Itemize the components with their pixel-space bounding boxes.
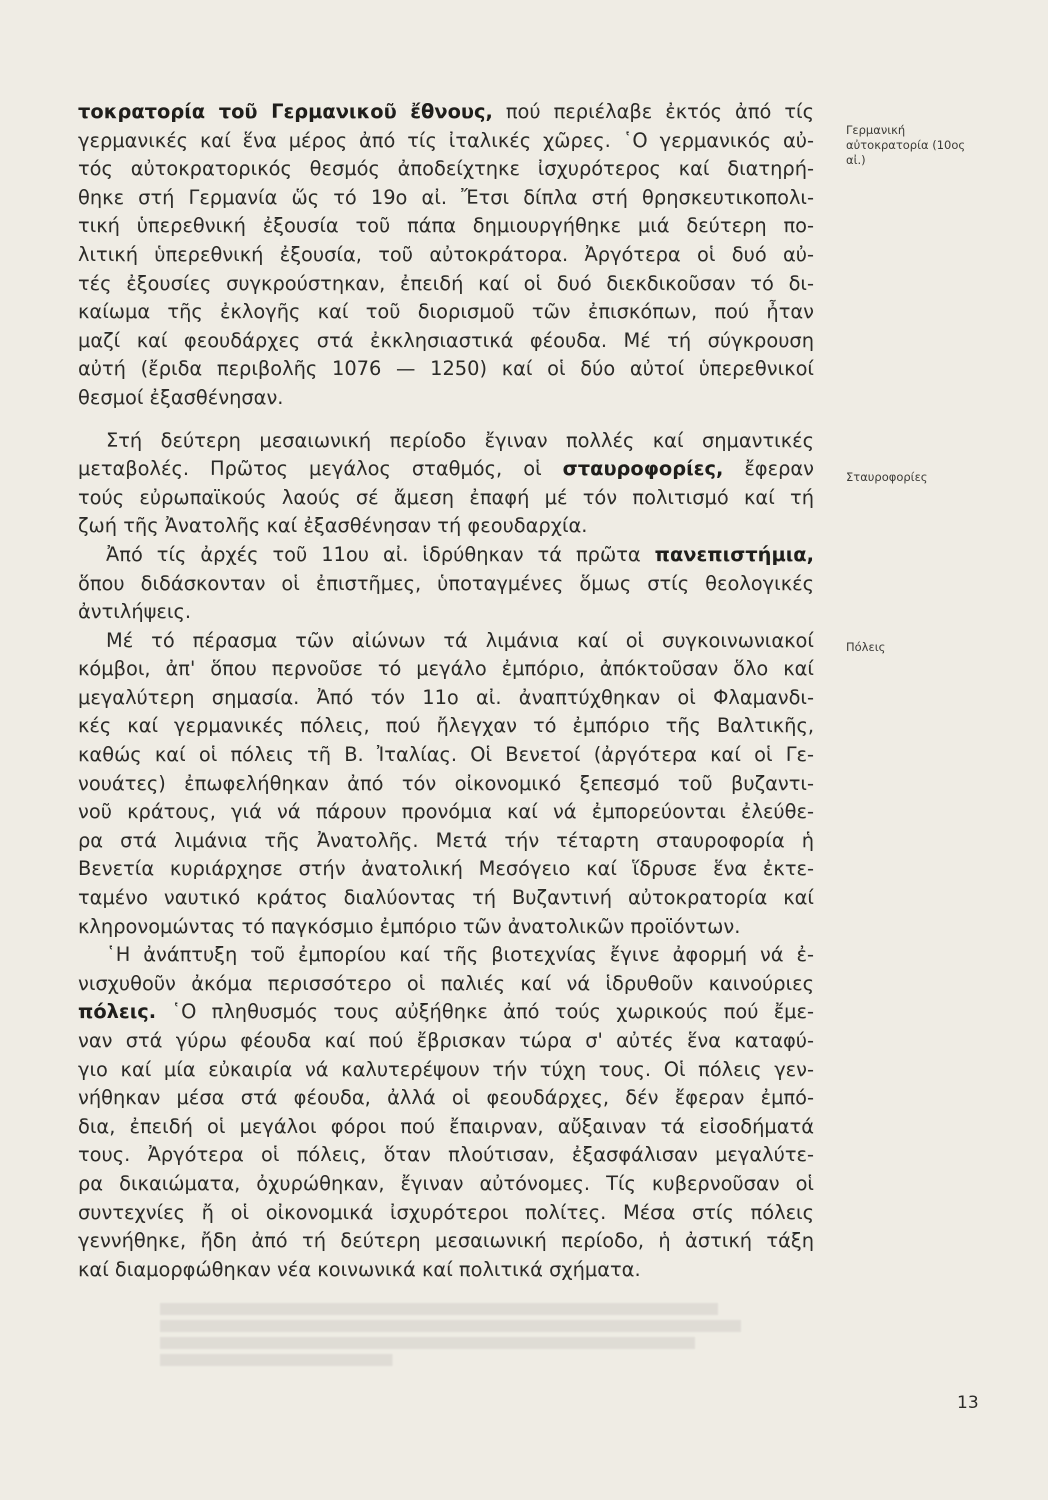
text-line: τός αὐτοκρατορικός θεσμός ἀποδείχτηκε ἰσχυρότερος καί διατηρή- (78, 157, 814, 181)
text-line: τούς εὐρωπαϊκούς λαούς σέ ἄμεση ἐπαφή μέ τόν πολιτισμό καί τή (78, 485, 814, 509)
text-line: πού περιέλαβε ἐκτός ἀπό τίς (492, 100, 814, 123)
text-line: μαζί καί φεουδάρχες στά ἐκκλησιαστικά φέουδα. Μέ τή σύγκρουση (78, 328, 814, 352)
text-line: γεννήθηκε, ἤδη ἀπό τή δεύτερη μεσαιωνική περίοδο, ἡ ἀστική τάξη (78, 1229, 814, 1253)
text-line: Μέ τό πέρασμα τῶν αἰώνων τά λιμάνια καί οἱ συγκοινωνιακοί (106, 628, 814, 652)
text-line: ἔφεραν (723, 457, 815, 481)
text-line: γερμανικές καί ἕνα μέρος ἀπό τίς ἰταλικές χῶρες. ῾Ο γερμανικός αὐ- (78, 128, 814, 152)
text-line: λιτική ὑπερεθνική ἐξουσία, τοῦ αὐτοκράτορα. Ἀργότερα οἱ δυό αὐ- (78, 242, 814, 266)
text-line: Ἀπό τίς ἀρχές τοῦ 11ου αἰ. ἱδρύθηκαν τά πρῶτα (106, 542, 655, 566)
text-line: μεγαλύτερη σημασία. Ἀπό τόν 11ο αἰ. ἀναπτύχθηκαν οἱ Φλαμανδι- (78, 685, 814, 709)
page-number: 13 (957, 1393, 979, 1413)
text-line: κληρονομώντας τό παγκόσμιο ἐμπόριο τῶν ἀνατολικῶν προϊόντων. (78, 914, 741, 938)
bold-term-crusades: σταυροφορίες, (562, 457, 724, 481)
text-line: αὐτή (ἔριδα περιβολῆς 1076 — 1250) καί οἱ δύο αὐτοί ὑπερεθνικοί (78, 357, 814, 381)
text-line: κόμβοι, ἀπ' ὅπου περνοῦσε τό μεγάλο ἐμπόριο, ἀπόκτοῦσαν ὅλο καί (78, 657, 814, 681)
text-line: ζωή τῆς Ἀνατολῆς καί ἐξασθένησαν τή φεουδαρχία. (78, 514, 588, 538)
text-line: καίωμα τῆς ἐκλογῆς καί τοῦ διορισμοῦ τῶν ἐπισκόπων, πού ἦταν (78, 300, 814, 324)
text-line: νήθηκαν μέσα στά φέουδα, ἀλλά οἱ φεουδάρχες, δέν ἔφεραν ἐμπό- (78, 1086, 814, 1110)
text-line: ρα στά λιμάνια τῆς Ἀνατολῆς. Μετά τήν τέταρτη σταυροφορία ἡ (78, 828, 814, 852)
text-line: ναν στά γύρω φέουδα καί πού ἔβρισκαν τώρα σ' αὐτές ἕνα καταφύ- (78, 1029, 814, 1052)
margin-note-crusades: Σταυροφορίες (846, 470, 928, 484)
text-line: ῾Ο πληθυσμός τους αὐξήθηκε ἀπό τούς χωρικούς πού ἔμε- (156, 1000, 814, 1024)
text-line: συντεχνίες ἤ οἱ οἰκονομικά ἰσχυρότεροι πολίτες. Μέσα στίς πόλεις (78, 1200, 814, 1224)
text-line: ὅπου διδάσκονταν οἱ ἐπιστῆμες, ὑποταγμένες ὅμως στίς θεολογικές (78, 571, 814, 595)
text-line: θεσμοί ἐξασθένησαν. (78, 385, 284, 409)
text-line: ταμένο ναυτικό κράτος διαλύοντας τή Βυζαντινή αὐτοκρατορία καί (78, 886, 814, 910)
bold-term-universities: πανεπιστήμια, (654, 542, 814, 566)
paragraph-2 (78, 427, 814, 541)
text-line: δια, ἐπειδή οἱ μεγάλοι φόροι πού ἔπαιρναν, αὔξαιναν τά εἰσοδήματά (78, 1114, 814, 1138)
margin-note-german-empire: Γερμανική αὐτοκρατορία (10ος αἰ.) (846, 123, 966, 167)
text-line: ρα δικαιώματα, ὀχυρώθηκαν, ἔγιναν αὐτόνομες. Τίς κυβερνοῦσαν οἱ (78, 1171, 814, 1195)
text-line: θηκε στή Γερμανία ὥς τό 19ο αἰ. Ἔτσι δίπλα στή θρησκευτικοπολι- (78, 185, 814, 209)
paragraph-4 (78, 627, 814, 942)
text-line: ἀντιλήψεις. (78, 600, 191, 624)
text-line: Βενετία κυριάρχησε στήν ἀνατολική Μεσόγειο καί ἵδρυσε ἕνα ἐκτε- (78, 857, 814, 881)
text-line: νουάτες) ἐπωφελήθηκαν ἀπό τόν οἰκονομικό ξεπεσμό τοῦ βυζαντι- (78, 771, 814, 795)
text-line: κές καί γερμανικές πόλεις, πού ἤλεγχαν τό ἐμπόριο τῆς Βαλτικῆς, (78, 714, 814, 738)
text-line: τές ἐξουσίες συγκρούστηκαν, ἐπειδή καί οἱ δυό διεκδικοῦσαν τό δι- (78, 271, 814, 295)
paragraph-5 (78, 941, 814, 1284)
paragraph-1 (78, 98, 814, 413)
text-line: γιο καί μία εὐκαιρία νά καλυτερέψουν τήν τύχη τους. Οἱ πόλεις γεν- (78, 1057, 814, 1081)
text-line: νοῦ κράτους, γιά νά πάρουν προνόμια καί νά ἐμπορεύονται ἐλεύθε- (78, 800, 814, 824)
text-line: τική ὑπερεθνική ἐξουσία τοῦ πάπα δημιουργήθηκε μιά δεύτερη πο- (78, 214, 814, 238)
margin-note-cities: Πόλεις (846, 640, 886, 654)
text-line: καθώς καί οἱ πόλεις τῆ Β. Ἰταλίας. Οἱ Βενετοί (ἀργότερα καί οἱ Γε- (78, 743, 814, 767)
text-line: Στή δεύτερη μεσαιωνική περίοδο ἔγιναν πολλές καί σημαντικές (106, 428, 814, 452)
text-line: καί διαμορφώθηκαν νέα κοινωνικά καί πολιτικά σχήματα. (78, 1257, 641, 1281)
text-line: νισχυθοῦν ἀκόμα περισσότερο οἱ παλιές καί νά ἱδρυθοῦν καινούριες (78, 971, 814, 995)
paragraph-3 (78, 541, 814, 627)
bold-term-german-nation: τοκρατορία τοῦ Γερμανικοῦ ἔθνους, (78, 100, 493, 123)
main-text (78, 98, 814, 1284)
text-line: μεταβολές. Πρῶτος μεγάλος σταθμός, οἱ (78, 457, 563, 481)
bold-term-cities: πόλεις. (78, 1000, 157, 1024)
text-line: τους. Ἀργότερα οἱ πόλεις, ὅταν πλούτισαν, ἐξασφάλισαν μεγαλύτε- (78, 1143, 814, 1167)
show-through-text (160, 1298, 990, 1388)
text-line: ῾Η ἀνάπτυξη τοῦ ἐμπορίου καί τῆς βιοτεχνίας ἔγινε ἀφορμή νά ἐ- (106, 943, 814, 967)
